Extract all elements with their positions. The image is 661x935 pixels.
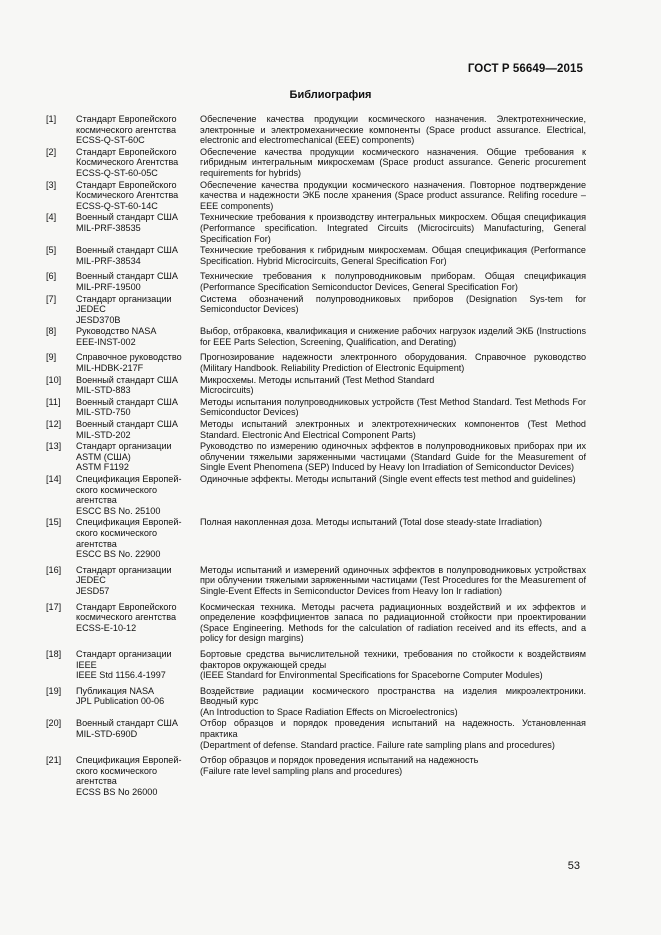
reference-description: Обеспечение качества продукции космического назначения. Общие требования к гибридным интегральным микросхемам (Space product assurance. Generic procurement requirements for hybrids) bbox=[200, 146, 586, 178]
reference-source: Военный стандарт США MIL-PRF-38535 bbox=[76, 212, 178, 233]
reference-number: [14] bbox=[46, 474, 62, 484]
reference-source: Стандарт Европейского космического агентства ECSS-Q-ST-60C bbox=[76, 114, 177, 146]
reference-entry bbox=[46, 146, 586, 179]
reference-entry bbox=[46, 396, 586, 418]
reference-entry bbox=[46, 717, 586, 750]
reference-number: [1] bbox=[46, 114, 57, 124]
reference-entry bbox=[46, 114, 586, 146]
reference-entry bbox=[46, 681, 586, 718]
reference-number: [20] bbox=[46, 718, 62, 729]
reference-description: Космическая техника. Методы расчета радиационных воздействий и их эффектов и определение коэффициентов запаса по радиационной стойкости при проектировании (Space Engineering. Methods for the calculation of radiation received and its effects, and a policy for design margins) bbox=[200, 601, 586, 644]
reference-source: Спецификация Европей- ского космического агентства ESCC BS No. 22900 bbox=[76, 517, 182, 560]
reference-number: [3] bbox=[46, 179, 57, 190]
reference-entry bbox=[46, 266, 586, 292]
reference-source: Военный стандарт США MIL-STD-202 bbox=[76, 419, 178, 440]
reference-number: [15] bbox=[46, 517, 62, 528]
reference-source: Военный стандарт США MIL-PRF-38534 bbox=[76, 245, 178, 266]
reference-source: Военный стандарт США MIL-STD-690D bbox=[76, 718, 178, 740]
reference-number: [12] bbox=[46, 419, 62, 430]
reference-number: [10] bbox=[46, 374, 62, 385]
reference-description: Отбор образцов и порядок проведения испытаний на надежность (Failure rate level sampling plans and procedures) bbox=[200, 755, 479, 776]
reference-source: Стандарт организации JEDEC JESD57 bbox=[76, 564, 172, 596]
reference-source: Справочное руководство MIL-HDBK-217F bbox=[76, 352, 182, 374]
reference-source: Спецификация Европей- ского космического агентства ECSS BS No 26000 bbox=[76, 755, 182, 798]
bibliography-list bbox=[46, 114, 586, 798]
reference-number: [16] bbox=[46, 564, 62, 575]
reference-description: Методы испытания полупроводниковых устройств (Test Method Standard. Test Methods For Semiconductor Devices) bbox=[200, 396, 586, 418]
reference-description: Полная накопленная доза. Методы испытаний (Total dose steady-state Irradiation) bbox=[200, 517, 543, 528]
reference-number: [13] bbox=[46, 441, 62, 452]
reference-number: [21] bbox=[46, 755, 62, 766]
page-number: 53 bbox=[567, 860, 580, 872]
section-title: Библиография bbox=[289, 89, 372, 101]
reference-description: Микросхемы. Методы испытаний (Test Method Standard Microcircuits) bbox=[200, 374, 435, 396]
reference-number: [7] bbox=[46, 293, 57, 304]
reference-entry bbox=[46, 418, 586, 440]
reference-source: Стандарт Европейского космического агентства ECSS-E-10-12 bbox=[76, 601, 177, 633]
reference-entry bbox=[46, 325, 586, 347]
reference-number: [11] bbox=[46, 396, 61, 407]
reference-entry bbox=[46, 516, 586, 559]
reference-source: Публикация NASA JPL Publication 00-06 bbox=[76, 685, 165, 707]
reference-description: Методы испытаний электронных и электротехнических компонентов (Test Method Standard. Electronic And Electrical Component Parts) bbox=[200, 419, 586, 440]
reference-source: Руководство NASA EEE-INST-002 bbox=[76, 326, 157, 347]
reference-source: Военный стандарт США MIL-PRF-19500 bbox=[76, 271, 178, 292]
reference-entry bbox=[46, 473, 586, 516]
reference-source: Военный стандарт США MIL-STD-750 bbox=[76, 396, 178, 418]
document-code: ГОСТ Р 56649—2015 bbox=[467, 63, 583, 75]
reference-entry bbox=[46, 374, 586, 396]
reference-description: Прогнозирование надежности электронного оборудования. Справочное руководство (Military Handbook. Reliability Prediction of Electronic Equipment) bbox=[200, 352, 586, 374]
reference-number: [19] bbox=[46, 685, 62, 696]
reference-source: Стандарт организации ASTM (США) ASTM F1192 bbox=[76, 441, 172, 473]
reference-description: Технические требования к гибридным микросхемам. Общая спецификация (Performance Specification. Hybrid Microcircuits, General Specification For) bbox=[200, 245, 586, 266]
reference-entry bbox=[46, 211, 586, 244]
reference-entry bbox=[46, 750, 586, 797]
reference-number: [17] bbox=[46, 601, 62, 612]
reference-number: [6] bbox=[46, 271, 57, 282]
reference-description: Обеспечение качества продукции космического назначения. Электротехнические, электронные и электромеханические компоненты (Space product assurance. Electrical, electronic and electromechanical (EEE) components) bbox=[200, 114, 586, 146]
reference-entry bbox=[46, 440, 586, 473]
reference-description: Бортовые средства вычислительной техники, требования по стойкости к воздействиям факторов окружающей среды (IEEE Standard for Environmental Specifications for Spaceborne Computer Modules) bbox=[200, 648, 586, 681]
reference-description: Методы испытаний и измерений одиночных эффектов в полупроводниковых устройствах при облучении тяжелыми заряженными частицами (Test Procedures for the Measurement of Single-Event Effects in Semiconductor Devices from Heavy Ion Ir radiation) bbox=[200, 564, 586, 596]
reference-source: Стандарт Европейского Космического Агентства ECSS-Q-ST-60-14C bbox=[76, 179, 179, 211]
reference-number: [4] bbox=[46, 212, 57, 223]
reference-description: Руководство по измерению одиночных эффектов в полупроводниковых приборах при их облучении тяжелыми заряженными частицами (Standard Guide for the Measurement of Single Event Phenomena (SEP) Induced by Heavy Ion Irradiation of Semiconductor Devices) bbox=[200, 441, 586, 473]
reference-description: Отбор образцов и порядок проведения испытаний на надежность. Установленная практика (Department of defense. Standard practice. Failure rate sampling plans and procedures) bbox=[200, 718, 586, 750]
reference-number: [8] bbox=[46, 326, 57, 337]
reference-entry bbox=[46, 293, 586, 326]
reference-number: [2] bbox=[46, 146, 57, 157]
reference-entry bbox=[46, 560, 586, 597]
reference-entry bbox=[46, 644, 586, 681]
reference-entry bbox=[46, 179, 586, 212]
reference-source: Военный стандарт США MIL-STD-883 bbox=[76, 374, 178, 396]
reference-number: [18] bbox=[46, 648, 62, 659]
reference-number: [5] bbox=[46, 245, 57, 256]
reference-description: Система обозначений полупроводниковых приборов (Designation Sys-tem for Semiconductor Devices) bbox=[200, 293, 586, 315]
reference-description: Одиночные эффекты. Методы испытаний (Single event effects test method and guidelines) bbox=[200, 474, 576, 484]
reference-entry bbox=[46, 244, 586, 266]
reference-description: Воздействие радиации космического пространства на изделия микроэлектроники. Вводный курс (An Introduction to Space Radiation Effects on Microelectronics) bbox=[200, 685, 586, 717]
reference-description: Технические требования к полупроводниковым приборам. Общая спецификация (Performance Specification Semiconductor Devices, General Specification For) bbox=[200, 271, 586, 292]
reference-entry bbox=[46, 597, 586, 644]
reference-description: Обеспечение качества продукции космического назначения. Повторное подтверждение качества и надежности ЭКБ после хранения (Space product assurance. Relifing rocedure – EEE components) bbox=[200, 179, 586, 211]
reference-description: Выбор, отбраковка, квалификация и снижение рабочих нагрузок изделий ЭКБ (Instructions for EEE Parts Selection, Screening, Qualification, and Derating) bbox=[200, 326, 586, 347]
reference-source: Стандарт Европейского Космического Агентства ECSS-Q-ST-60-05C bbox=[76, 146, 179, 178]
reference-description: Технические требования к производству интегральных микросхем. Общая спецификация (Performance specification. Integrated Circuits (Microcircuits) Manufacturing, General Specification For) bbox=[200, 212, 586, 244]
reference-source: Спецификация Европей- ского космического агентства ESCC BS No. 25100 bbox=[76, 474, 182, 516]
reference-number: [9] bbox=[46, 352, 57, 363]
reference-source: Стандарт организации JEDEC JESD370B bbox=[76, 293, 172, 325]
reference-entry bbox=[46, 347, 586, 373]
reference-source: Стандарт организации IEEE IEEE Std 1156.4-1997 bbox=[76, 648, 172, 681]
